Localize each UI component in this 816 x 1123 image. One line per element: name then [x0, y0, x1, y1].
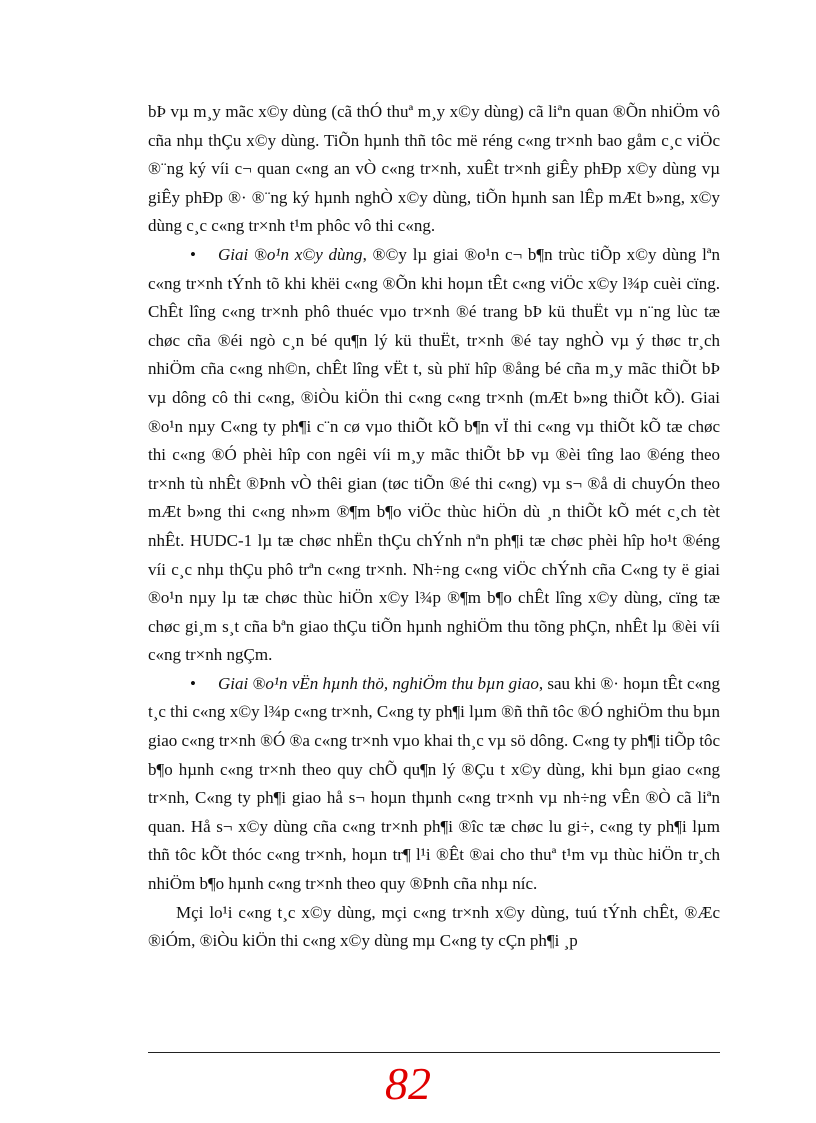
- bullet-icon: •: [190, 673, 196, 693]
- bullet-icon: •: [190, 244, 196, 264]
- bullet-title: Giai ®o¹n vËn hµnh thö, nghiÖm thu bµn giao: [218, 673, 539, 693]
- paragraph-continuation: bÞ vµ m¸y mãc x©y dùng (cã thÓ thuª m¸y x©y dùng) cã liªn quan ®Õn nhiÖm vô cña nhµ thÇu x©y dùng. TiÕn hµnh thñ tôc më réng c«ng tr×nh bao gåm c¸c viÖc ®¨ng ký víi c¬ quan c«ng an vÒ c«ng tr×nh, xuÊt tr×nh giÊy phÐp x©y dùng vµ giÊy phÐp ®· ®¨ng ký hµnh nghÒ x©y dùng, tiÕn hµnh san lÊp mÆt b»ng, x©y dùng c¸c c«ng tr×nh t¹m phôc vô thi c«ng.: [148, 102, 720, 236]
- body-text: [148, 98, 720, 956]
- paragraph-closing: Mçi lo¹i c«ng t¸c x©y dùng, mçi c«ng tr×nh x©y dùng, tuú tÝnh chÊt, ®Æc ®iÓm, ®iÒu kiÖn thi c«ng x©y dùng mµ C«ng ty cÇn ph¶i ¸p: [148, 902, 720, 951]
- footer-divider: [148, 1052, 720, 1053]
- page-number: 82: [385, 1058, 431, 1109]
- bullet-handover-phase: [148, 670, 720, 899]
- bullet-body: , sau khi ®· hoµn tÊt c«ng t¸c thi c«ng x©y l¾p c«ng tr×nh, C«ng ty ph¶i lµm ®ñ thñ tôc ®Ó nghiÖm thu bµn giao c«ng tr×nh ®Ó ®a c«ng tr×nh vµo khai th¸c vµ sö dông. C«ng ty ph¶i tiÕp tôc b¶o hµnh c«ng tr×nh theo quy chÕ qu¶n lý ®Çu t x©y dùng, khi bµn giao c«ng tr×nh, C«ng ty ph¶i giao hå s¬ hoµn thµnh c«ng tr×nh vµ nh÷ng vÊn ®Ò cã liªn quan. Hå s¬ x©y dùng cña c«ng tr×nh ph¶i ®îc tæ chøc lu gi÷, c«ng ty ph¶i lµm thñ tôc kÕt thóc c«ng tr×nh, hoµn tr¶ l¹i ®Êt ®ai cho thuª t¹m vµ thùc hiÖn tr¸ch nhiÖm b¶o hµnh c«ng tr×nh theo quy ®Þnh cña nhµ níc.: [148, 673, 720, 894]
- bullet-body: , ®©y lµ giai ®o¹n c¬ b¶n trùc tiÕp x©y dùng lªn c«ng tr×nh tÝnh tõ khi khëi c«ng ®Õn khi hoµn tÊt c«ng viÖc x©y l¾p cuèi cïng. ChÊt lîng c«ng tr×nh phô thuéc vµo tr×nh ®é trang bÞ kü thuËt vµ n¨ng lùc tæ chøc cña ®éi ngò c¸n bé qu¶n lý kü thuËt, tr×nh ®é tay nghÒ vµ ý thøc tr¸ch nhiÖm cña c«ng nh©n, chÊt lîng vËt t, sù phï hîp ®ång bé cña m¸y mãc thiÕt bÞ vµ dông cô thi c«ng, ®iÒu kiÖn thi c«ng c«ng tr×nh (mÆt b»ng thiÕt kÕ). Giai ®o¹n nµy C«ng ty ph¶i c¨n cø vµo thiÕt kÕ b¶n vÏ thi c«ng vµ thiÕt kÕ tæ chøc thi c«ng ®Ó phèi hîp con ngêi víi m¸y mãc thiÕt bÞ vµ ®èi tîng lao ®éng theo tr×nh tù nhÊt ®Þnh vÒ thêi gian (tøc tiÕn ®é thi c«ng) vµ s¬ ®å di chuyÓn theo mÆt b»ng thi c«ng nh»m ®¶m b¶o viÖc thùc hiÖn dù ¸n thiÕt kÕ mét c¸ch tèt nhÊt. HUDC-1 lµ tæ chøc nhËn thÇu chÝnh nªn ph¶i tæ chøc phèi hîp ho¹t ®éng víi c¸c nhµ thÇu phô trªn c«ng tr×nh. Nh÷ng c«ng viÖc chÝnh cña C«ng ty ë giai ®o¹n nµy lµ tæ chøc thùc hiÖn x©y l¾p ®¶m b¶o chÊt lîng x©y dùng, cïng tæ chøc gi¸m s¸t cña bªn giao thÇu tiÕn hµnh nghiÖm thu tõng phÇn, nhÊt lµ ®èi víi c«ng tr×nh ngÇm.: [148, 244, 720, 665]
- bullet-construction-phase: [148, 241, 720, 670]
- bullet-title: Giai ®o¹n x©y dùng: [218, 244, 363, 264]
